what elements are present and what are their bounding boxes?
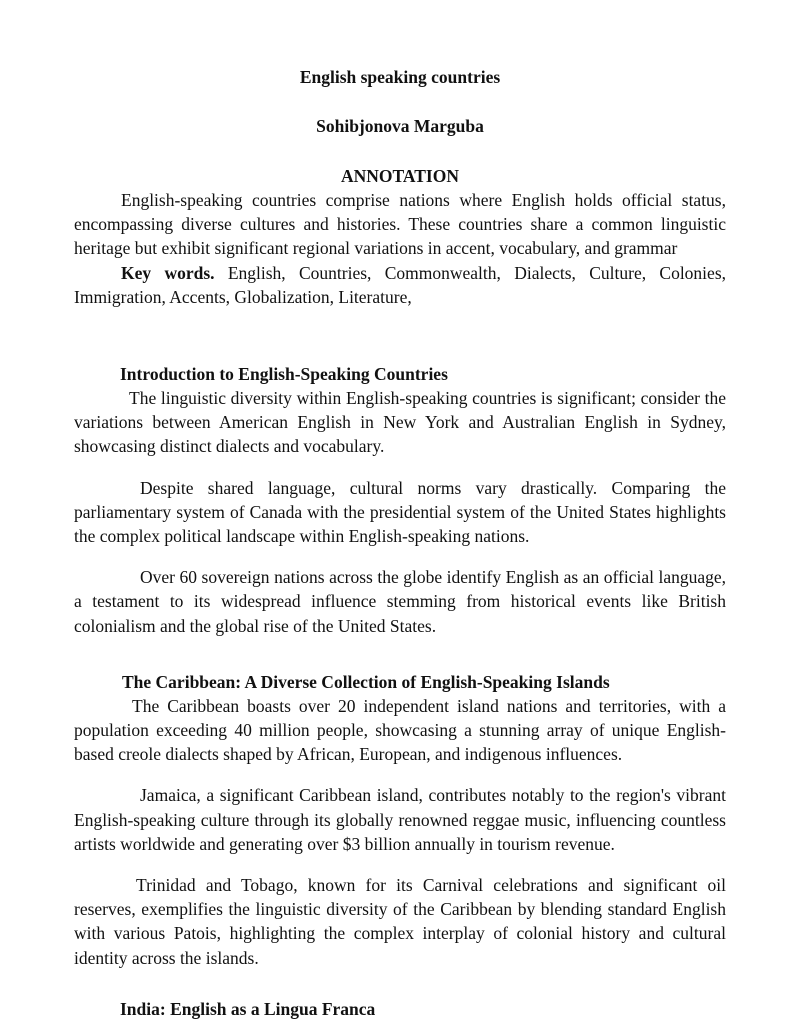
author-name: Sohibjonova Marguba [316, 116, 484, 136]
document-page [74, 0, 726, 1021]
annotation-paragraph: English-speaking countries comprise nations where English holds official status, encompassing diverse cultures and histories. These countries share a common linguistic heritage but exhibit significant regional variations in accent, vocabulary, and grammar [74, 190, 726, 259]
section-heading-introduction: Introduction to English-Speaking Countries [120, 364, 448, 385]
caribbean-paragraph-3: Trinidad and Tobago, known for its Carnival celebrations and significant oil reserves, exemplifies the linguistic diversity of the Caribbean by blending standard English with various Patois, highlighting the complex interplay of colonial history and cultural identity across the islands. [74, 875, 726, 968]
intro-paragraph-1: The linguistic diversity within English-speaking countries is significant; consider the variations between American English in New York and Australian English in Sydney, showcasing distinct dialects and vocabulary. [74, 388, 726, 457]
section-heading-caribbean: The Caribbean: A Diverse Collection of English-Speaking Islands [122, 671, 610, 692]
intro-paragraph-2: Despite shared language, cultural norms vary drastically. Comparing the parliamentary system of Canada with the presidential system of the United States highlights the complex political landscape within English-speaking nations. [74, 477, 726, 547]
intro-paragraph-3: Over 60 sovereign nations across the globe identify English as an official language, a testament to its widespread influence stemming from historical events like British colonialism and the global rise of the United States. [74, 567, 726, 636]
keywords-label: Key words. [121, 262, 215, 283]
caribbean-paragraph-2: Jamaica, a significant Caribbean island, contributes notably to the region's vibrant English-speaking culture through its globally renowned reggae music, influencing countless artists worldwide and generating over $3 billion annually in tourism revenue. [74, 785, 726, 854]
caribbean-paragraph-1: The Caribbean boasts over 20 independent island nations and territories, with a population exceeding 40 million people, showcasing a stunning array of unique English-based creole dialects shaped by African, European, and indigenous influences. [74, 695, 726, 765]
section-heading-india: India: English as a Lingua Franca [120, 998, 376, 1019]
document-title: English speaking countries [299, 67, 501, 87]
keywords-list: English, Countries, Commonwealth, Dialects, Culture, Colonies, Immigration, Accents, Globalization, Literature, [74, 262, 726, 307]
keywords-paragraph [74, 261, 726, 309]
annotation-heading: ANNOTATION [341, 166, 459, 186]
